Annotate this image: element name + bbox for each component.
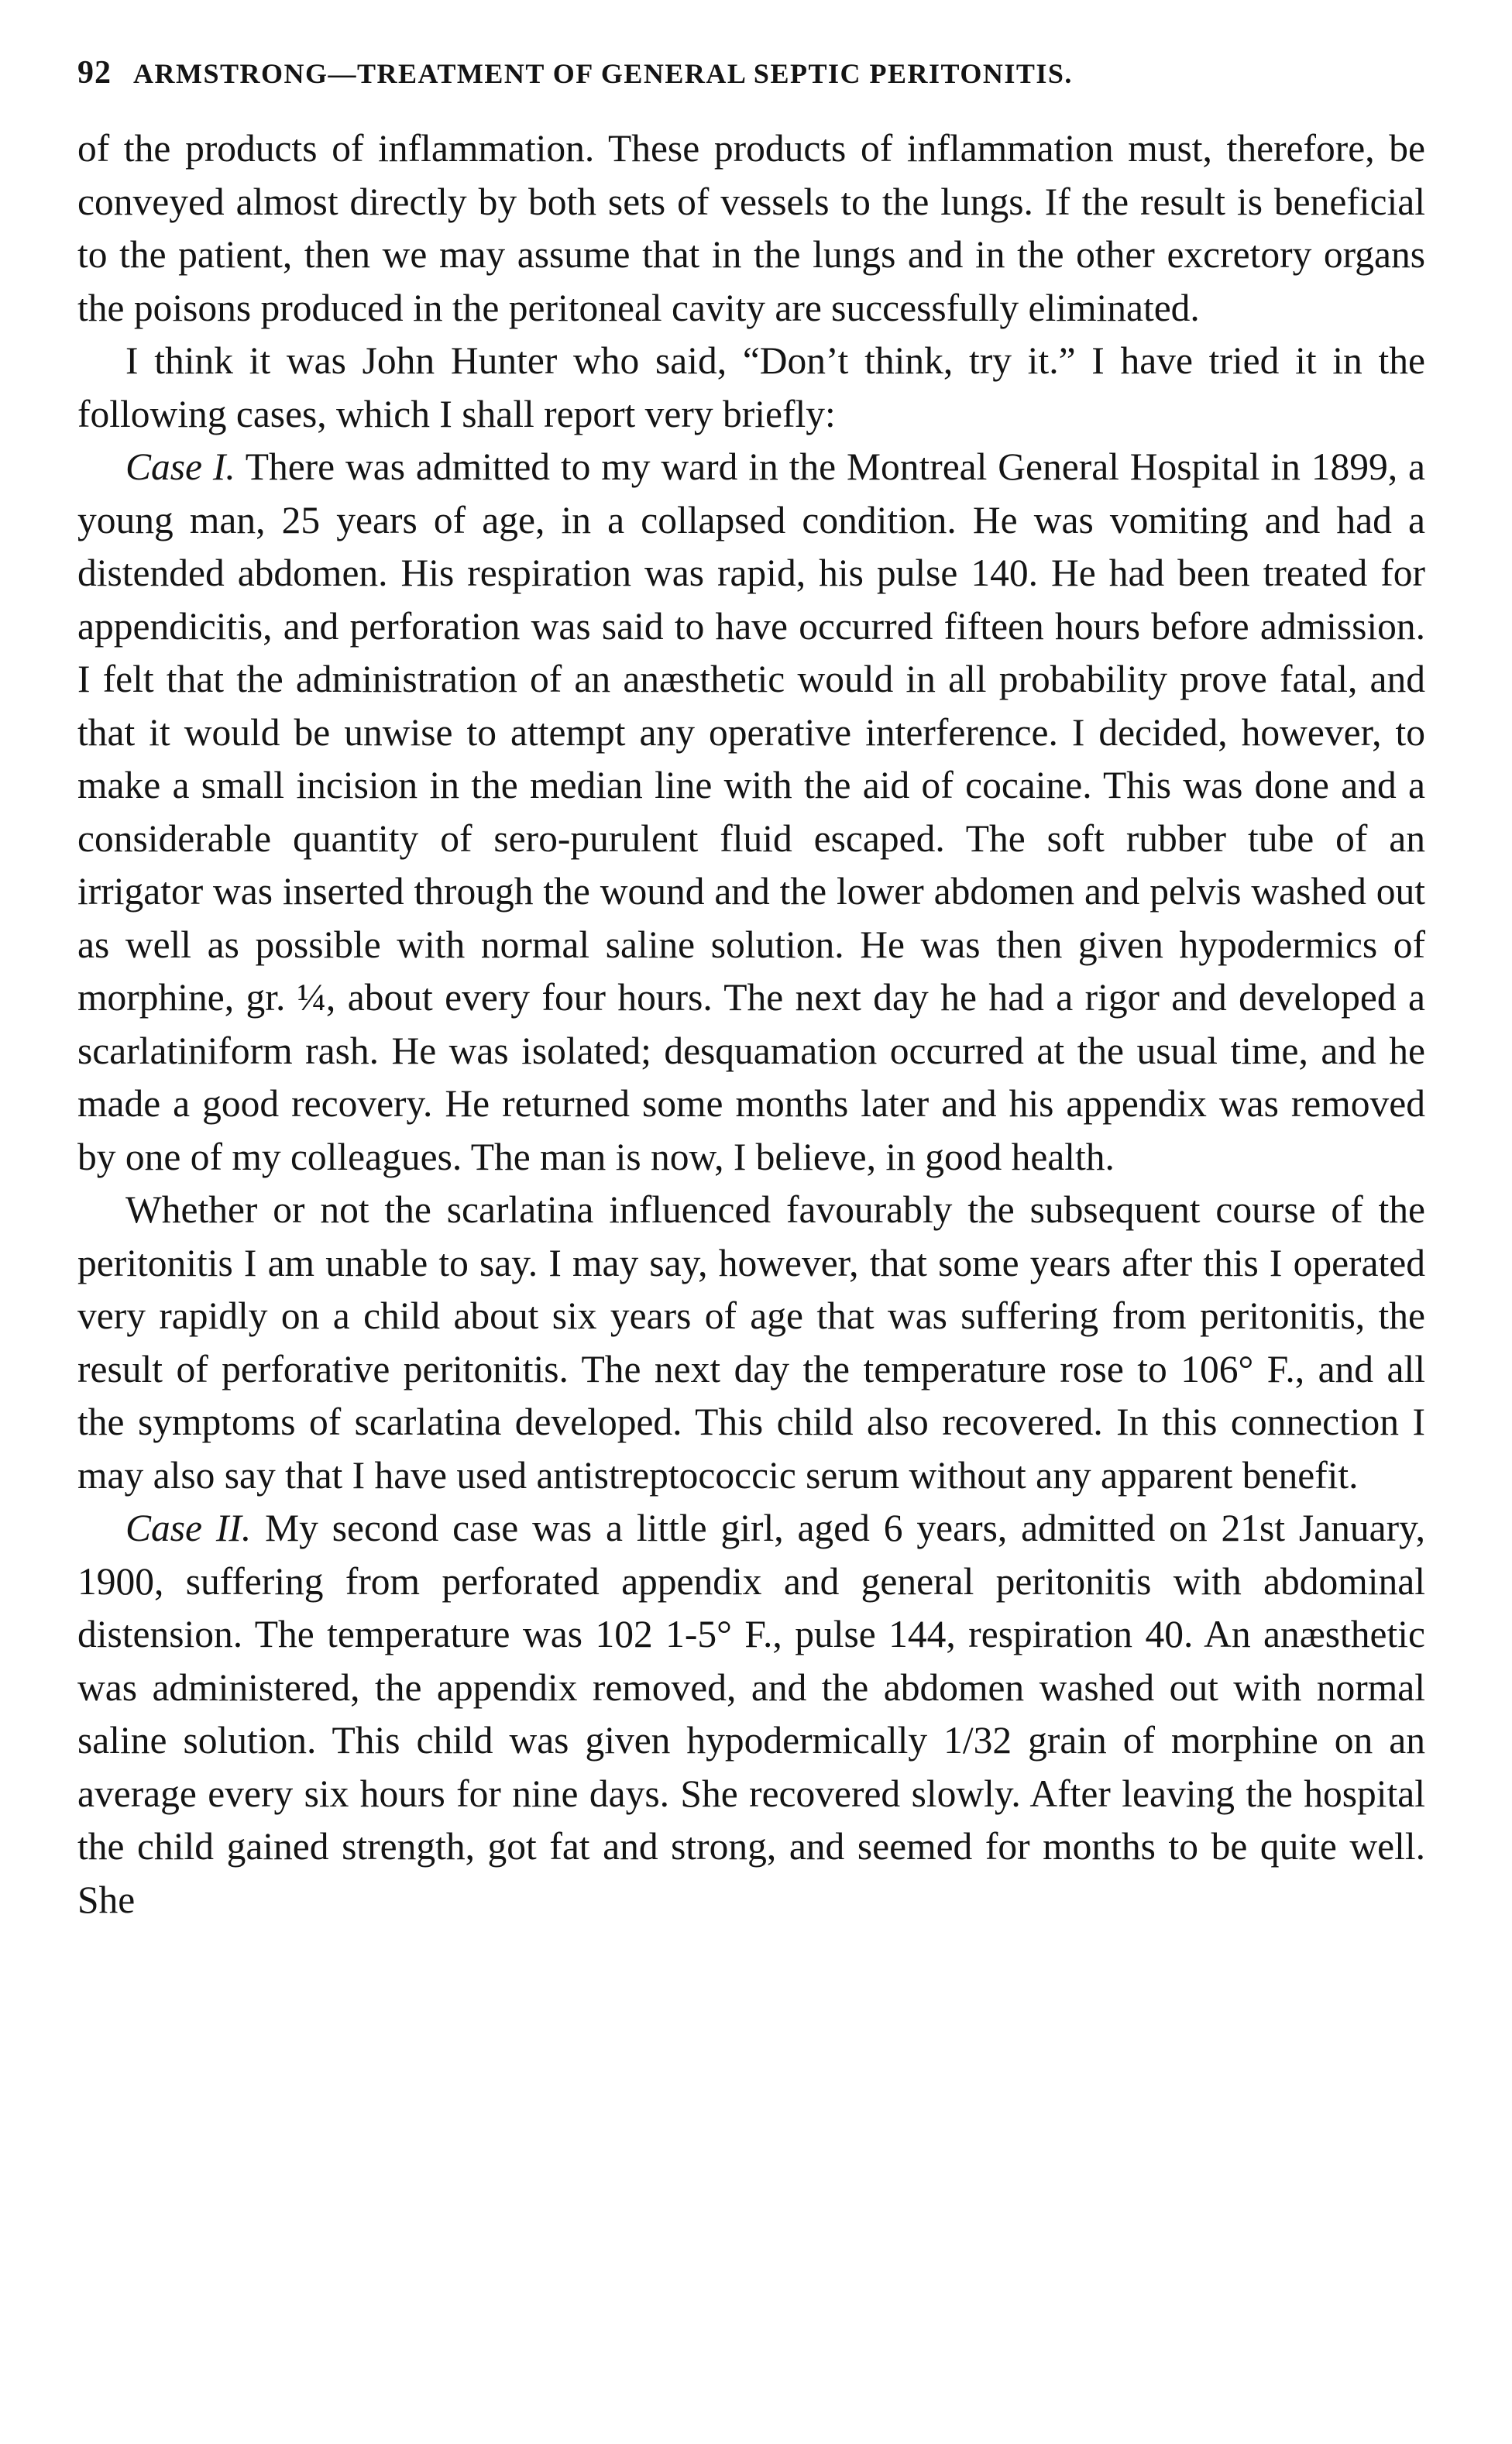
page-number: 92	[77, 55, 112, 91]
paragraph-text: Whether or not the scarlatina influenced favourably the subsequent course of the peritonitis I am unable to say. I may say, however, that some years after this I operated very rapidly on a child about six years of age that was suffering from peritonitis, the result of perforative peritonitis. The next day the temperature rose to 106° F., and all the symptoms of scarlatina developed. This child also recovered. In this connection I may also say that I have used antistreptococcic serum without any apparent benefit.	[77, 1188, 1425, 1497]
case-label: Case II.	[125, 1507, 252, 1549]
paragraph-continuation	[77, 122, 1425, 335]
paragraph-case-one	[77, 441, 1425, 1184]
paragraph-text: There was admitted to my ward in the Montreal General Hospital in 1899, a young man, 25 years of age, in a collapsed condition. He was vomiting and had a distended abdomen. His respiration was rapid, his pulse 140. He had been treated for appendicitis, and perforation was said to have occurred fifteen hours before admission. I felt that the administration of an anæsthetic would in all probability prove fatal, and that it would be unwise to attempt any operative interference. I decided, however, to make a small incision in the median line with the aid of cocaine. This was done and a considerable quantity of sero-purulent fluid escaped. The soft rubber tube of an irrigator was inserted through the wound and the lower abdomen and pelvis washed out as well as possible with normal saline solution. He was then given hypodermics of morphine, gr. ¼, about every four hours. The next day he had a rigor and developed a scarlatiniform rash. He was isolated; desquamation occurred at the usual time, and he made a good recovery. He returned some months later and his appendix was removed by one of my colleagues. The man is now, I believe, in good health.	[77, 445, 1425, 1178]
paragraph-hunter-quote	[77, 335, 1425, 441]
paragraph-text: I think it was John Hunter who said, “Don’t think, try it.” I have tried it in the following cases, which I shall report very briefly:	[77, 339, 1425, 435]
paragraph-text: of the products of inflammation. These products of inflammation must, therefore, be conveyed almost directly by both sets of vessels to the lungs. If the result is beneficial to the patient, then we may assume that in the lungs and in the other excretory organs the poisons produced in the peritoneal cavity are successfully eliminated.	[77, 127, 1425, 329]
case-label: Case I.	[125, 445, 235, 488]
paragraph-text: My second case was a little girl, aged 6 years, admitted on 21st January, 1900, suffering from perforated appendix and general peritonitis with abdominal distension. The temperature was 102 1-5° F., pulse 144, respiration 40. An anæsthetic was administered, the appendix removed, and the abdomen washed out with normal saline solution. This child was given hypodermically 1/32 grain of morphine on an average every six hours for nine days. She recovered slowly. After leaving the hospital the child gained strength, got fat and strong, and seemed for months to be quite well. She	[77, 1507, 1426, 1921]
running-header	[77, 54, 1425, 108]
document-page	[77, 54, 1425, 1927]
running-title: ARMSTRONG—TREATMENT OF GENERAL SEPTIC PERITONITIS.	[133, 58, 1073, 89]
body-text	[77, 122, 1425, 1927]
paragraph-case-two	[77, 1502, 1425, 1927]
paragraph-scarlatina	[77, 1184, 1425, 1502]
